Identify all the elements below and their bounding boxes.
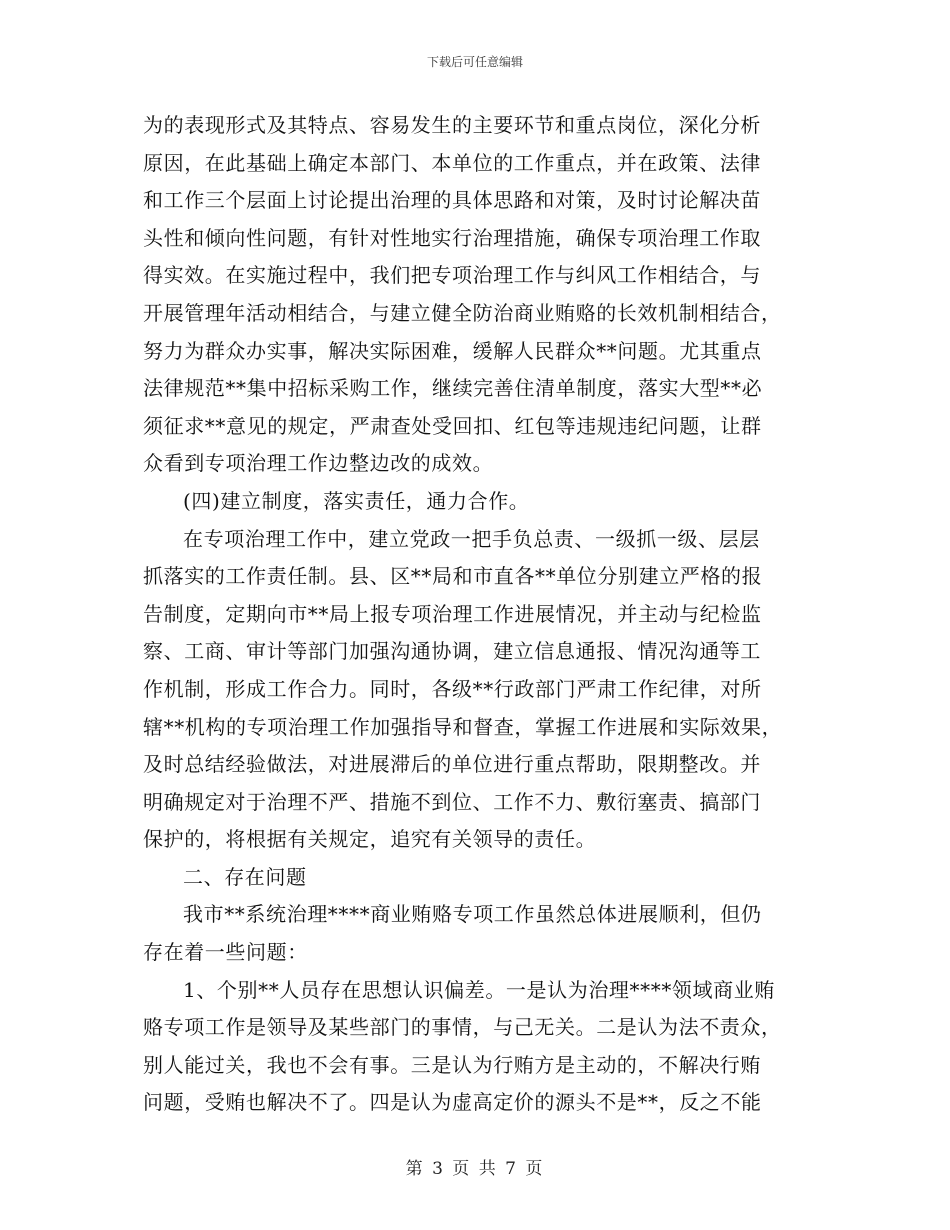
text-line: 存在着一些问题：: [143, 940, 308, 965]
text-line: 作机制，形成工作合力。同时，各级**行政部门严肃工作纪律，对所: [143, 676, 762, 701]
text-line: 问题，受贿也解决不了。四是认为虚高定价的源头不是**，反之不能: [143, 1090, 762, 1115]
text-line: 抓落实的工作责任制。县、区**局和市直各**单位分别建立严格的报: [143, 564, 763, 589]
text-line: 众看到专项治理工作边整边改的成效。: [143, 451, 494, 476]
text-line: 须征求**意见的规定，严肃查处受回扣、红包等违规违纪问题，让群: [143, 413, 762, 438]
text-line: 和工作三个层面上讨论提出治理的具体思路和对策，及时讨论解决苗: [143, 188, 761, 213]
page-number-footer: 第 3 页 共 7 页: [405, 1159, 545, 1179]
header-note: 下载后可任意编辑: [426, 55, 523, 69]
text-line: 明确规定对于治理不严、措施不到位、工作不力、敷衍塞责、搞部门: [143, 789, 761, 814]
text-line: 得实效。在实施过程中，我们把专项治理工作与纠风工作相结合，与: [143, 263, 761, 288]
document-body: [143, 107, 808, 1122]
text-line: 察、工商、审计等部门加强沟通协调，建立信息通报、情况沟通等工: [143, 639, 761, 664]
text-line: 法律规范**集中招标采购工作，继续完善住清单制度，落实大型**必: [143, 376, 763, 401]
text-line: 1、个别**人员存在思想认识偏差。一是认为治理****领域商业贿: [183, 977, 775, 1002]
text-line: 原因，在此基础上确定本部门、本单位的工作重点，并在政策、法律: [143, 150, 761, 175]
text-line: 在专项治理工作中，建立党政一把手负总责、一级抓一级、层层: [183, 526, 760, 551]
text-line: 二、存在问题: [183, 864, 307, 889]
text-line: 头性和倾向性问题，有针对性地实行治理措施，确保专项治理工作取: [143, 225, 761, 250]
text-line: 努力为群众办实事，解决实际困难，缓解人民群众**问题。尤其重点: [143, 338, 762, 363]
text-line: 开展管理年活动相结合，与建立健全防治商业贿赂的长效机制相结合，: [143, 300, 782, 325]
text-line: (四)建立制度，落实责任，通力合作。: [183, 488, 530, 513]
text-line: 辖**机构的专项治理工作加强指导和督查，掌握工作进展和实际效果，: [143, 714, 783, 739]
text-line: 保护的，将根据有关规定，追究有关领导的责任。: [143, 827, 597, 852]
text-line: 及时总结经验做法，对进展滞后的单位进行重点帮助，限期整改。并: [143, 752, 761, 777]
text-line: 赂专项工作是领导及某些部门的事情，与己无关。二是认为法不责众，: [143, 1015, 782, 1040]
text-line: 别人能过关，我也不会有事。三是认为行贿方是主动的，不解决行贿: [143, 1052, 761, 1077]
text-line: 我市**系统治理****商业贿赂专项工作虽然总体进展顺利，但仍: [183, 902, 762, 927]
text-line: 为的表现形式及其特点、容易发生的主要环节和重点岗位，深化分析: [143, 113, 761, 137]
text-line: 告制度，定期向市**局上报专项治理工作进展情况，并主动与纪检监: [143, 601, 762, 626]
